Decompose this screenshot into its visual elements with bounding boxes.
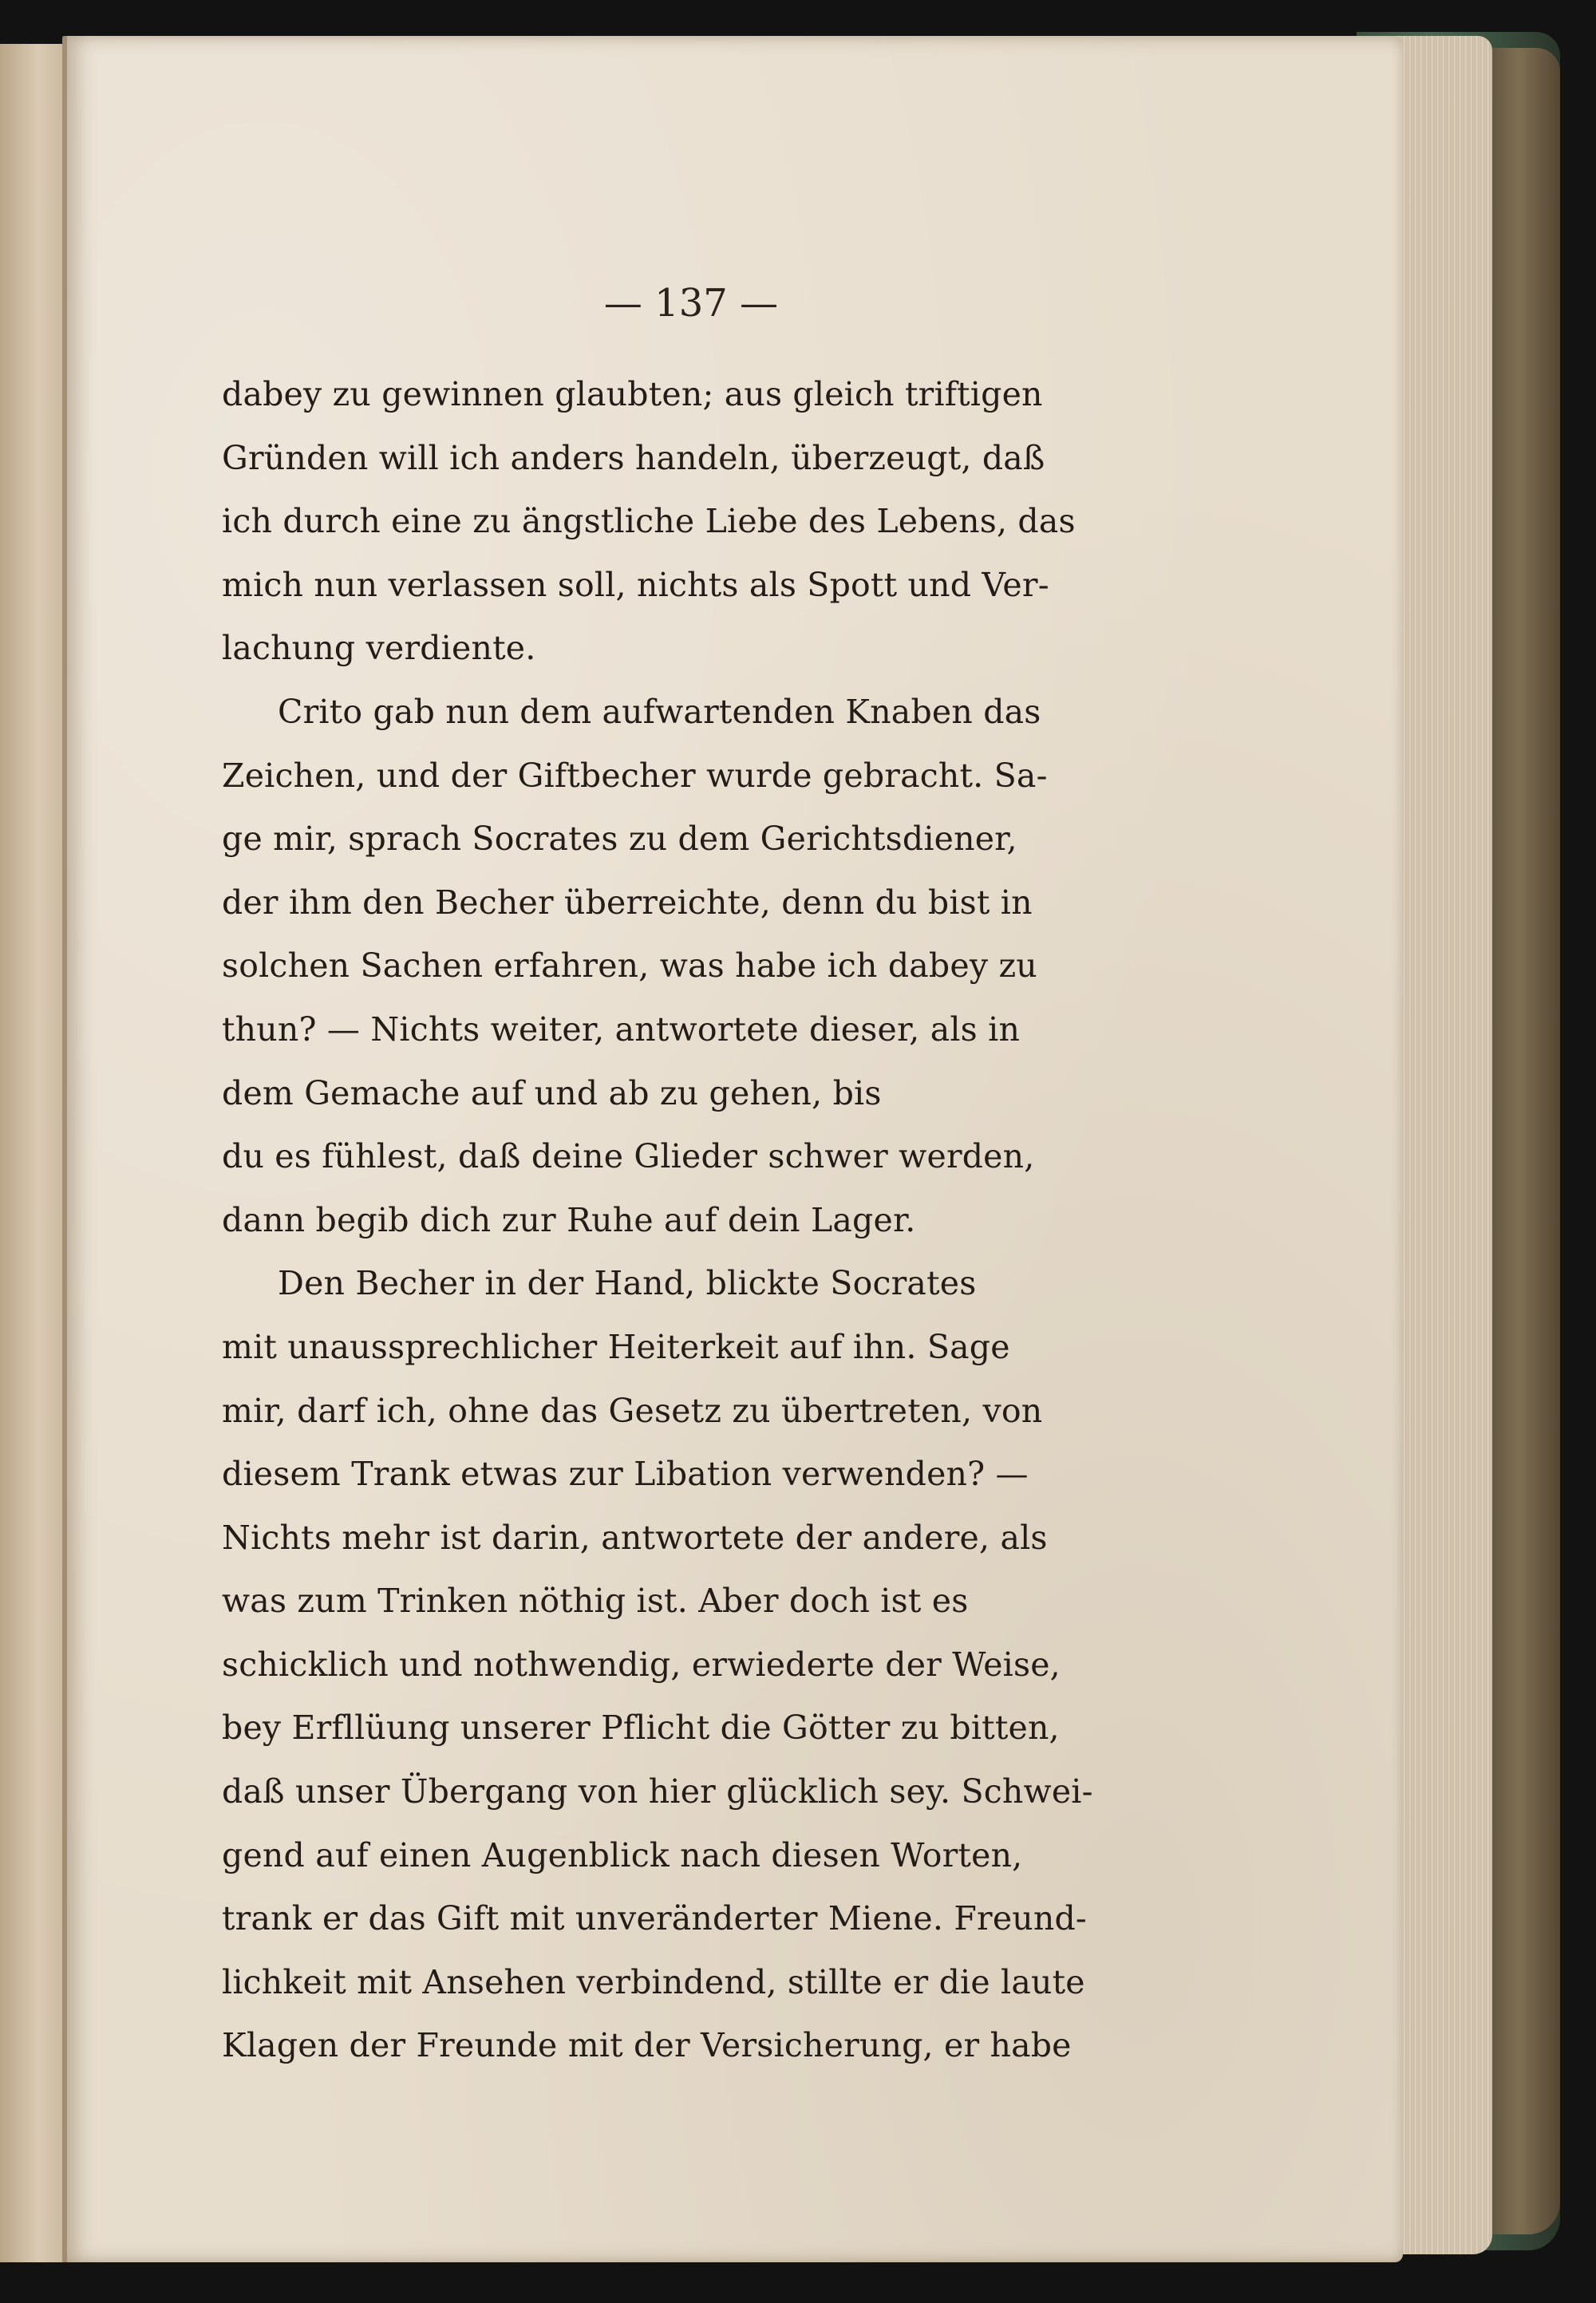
text-line: was zum Trinken nöthig ist. Aber doch ist es: [222, 1582, 969, 1621]
text-line: diesem Trank etwas zur Libation verwenden? —: [222, 1455, 1029, 1494]
worn-cover-edge: [1492, 48, 1560, 2234]
left-facing-page: [0, 44, 64, 2262]
text-line: mir, darf ich, ohne das Gesetz zu übertreten, von: [222, 1391, 1043, 1430]
text-line: thun? — Nichts weiter, antwortete dieser, als in: [222, 1009, 1021, 1049]
text-line: daß unser Übergang von hier glücklich sey. Schwei-: [222, 1772, 1093, 1811]
page-number-header: — 137 —: [603, 281, 779, 326]
text-line: Crito gab nun dem aufwartenden Knaben das: [278, 692, 1041, 731]
text-line: bey Erfllüung unserer Pflicht die Götter zu bitten,: [222, 1708, 1060, 1748]
gutter: [62, 36, 67, 2262]
text-line: dabey zu gewinnen glaubten; aus gleich triftigen: [222, 375, 1043, 413]
text-line: dem Gemache auf und ab zu gehen, bis: [222, 1073, 882, 1112]
text-line: schicklich und nothwendig, erwiederte der Weise,: [222, 1645, 1061, 1684]
text-line: Den Becher in der Hand, blickte Socrates: [278, 1264, 977, 1303]
text-line: trank er das Gift mit unveränderter Miene. Freund-: [222, 1899, 1087, 1938]
text-line: solchen Sachen erfahren, was habe ich dabey zu: [222, 946, 1037, 986]
text-line: dann begib dich zur Ruhe auf dein Lager.: [222, 1200, 916, 1239]
text-line: der ihm den Becher überreichte, denn du bist in: [222, 883, 1033, 922]
text-line: lichkeit mit Ansehen verbindend, stillte er die laute: [222, 1962, 1085, 2001]
text-line: ge mir, sprach Socrates zu dem Gerichtsdiener,: [222, 820, 1017, 859]
body-text: [222, 363, 1179, 2078]
text-line: mich nun verlassen soll, nichts als Spott und Ver-: [222, 565, 1049, 604]
text-line: mit unaussprechlicher Heiterkeit auf ihn. Sage: [222, 1327, 1010, 1366]
text-line: Zeichen, und der Giftbecher wurde gebracht. Sa-: [222, 756, 1048, 795]
text-line: Klagen der Freunde mit der Versicherung, er habe: [222, 2026, 1072, 2065]
text-line: du es fühlest, daß deine Glieder schwer werden,: [222, 1137, 1035, 1176]
text-line: ich durch eine zu ängstliche Liebe des Lebens, das: [222, 502, 1076, 541]
text-line: Nichts mehr ist darin, antwortete der andere, als: [222, 1518, 1048, 1557]
text-line: lachung verdiente.: [222, 629, 536, 668]
text-line: gend auf einen Augenblick nach diesen Worten,: [222, 1835, 1023, 1874]
text-line: Gründen will ich anders handeln, überzeugt, daß: [222, 438, 1045, 477]
